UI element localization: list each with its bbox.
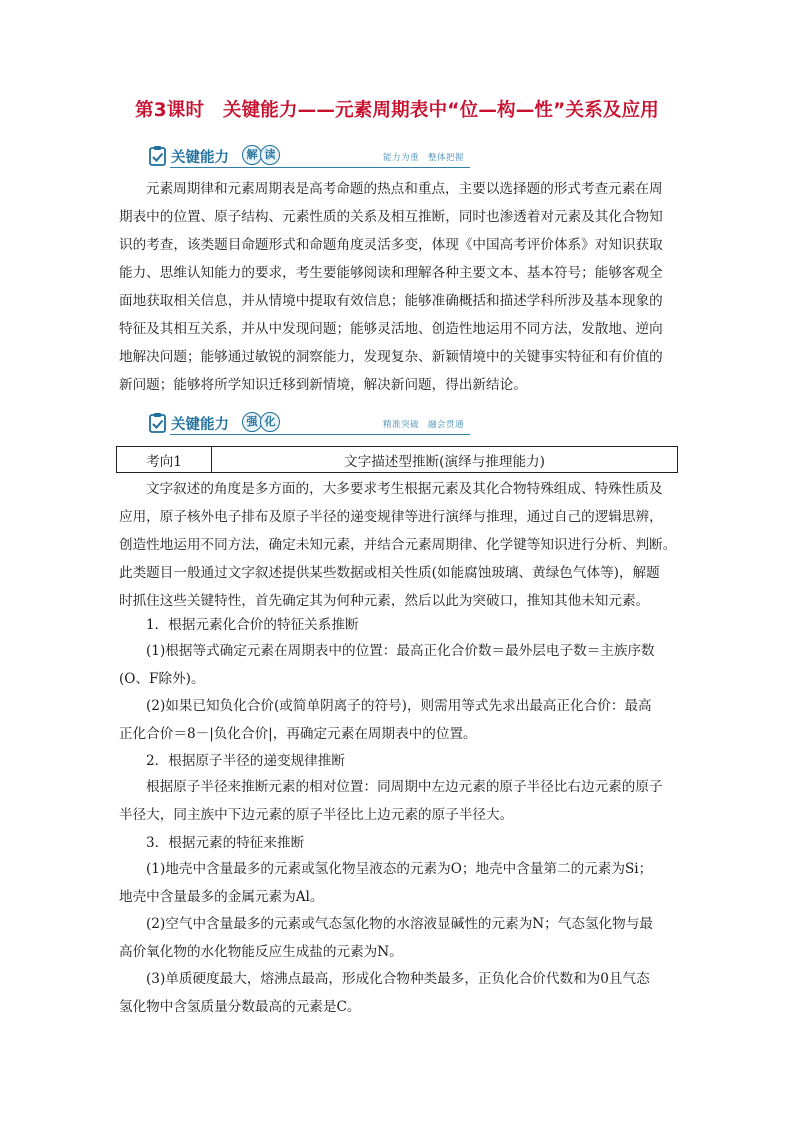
banner-title: 关键能力	[171, 150, 229, 166]
page-title: 第3课时 关键能力——元素周期表中“位—构—性”关系及应用	[135, 100, 659, 121]
section1-point1	[119, 637, 677, 693]
section3-point3	[119, 965, 677, 1021]
badge-char: 解	[242, 145, 262, 165]
text-line: 此类题目一般通过文字叙述提供某些数据或相关性质(如能腐蚀玻璃、黄绿色气体等)，解题	[119, 565, 660, 581]
text-line: 地解决问题；能够通过敏锐的洞察能力，发现复杂、新颖情境中的关键事实特征和有价值的	[119, 349, 663, 365]
banner-subtitle: 能力为重 整体把握	[382, 153, 464, 163]
notepad-check-icon	[148, 412, 168, 434]
text-line: 特征及其相互关系，并从中发现问题；能够灵活地、创造性地运用不同方法，发散地、逆向	[119, 321, 663, 337]
section-heading: 3．根据元素的特征来推断	[146, 835, 305, 851]
text-line: 新问题；能够将所学知识迁移到新情境，解决新问题，得出新结论。	[119, 377, 527, 393]
topic-intro-paragraph	[119, 475, 677, 615]
banner-badge	[242, 412, 278, 432]
text-line: (1)根据等式确定元素在周期表中的位置：最高正化合价数＝最外层电子数＝主族序数	[146, 643, 655, 659]
text-line: 正化合价＝8－|负化合价|，再确定元素在周期表中的位置。	[119, 726, 477, 742]
text-line: 创造性地运用不同方法，确定未知元素，并结合元素周期律、化学键等知识进行分析、判断。	[119, 537, 677, 553]
text-line: 地壳中含量最多的金属元素为Al。	[119, 889, 324, 905]
topic-table	[116, 446, 678, 473]
banner-badge	[242, 145, 278, 165]
banner-rule	[170, 434, 470, 436]
text-line: 元素周期律和元素周期表是高考命题的热点和重点，主要以选择题的形式考查元素在周	[146, 181, 663, 197]
text-line: 氢化物中含氢质量分数最高的元素是C。	[119, 999, 361, 1015]
badge-char: 化	[260, 412, 280, 432]
topic-value-cell: 文字描述型推断(演绎与推理能力)	[212, 447, 678, 473]
text-line: 半径大，同主族中下边元素的原子半径比上边元素的原子半径大。	[119, 807, 514, 823]
text-line: 根据原子半径来推断元素的相对位置：同周期中左边元素的原子半径比右边元素的原子	[146, 779, 663, 795]
text-line: 时抓住这些关键特性，首先确定其为何种元素，然后以此为突破口，推知其他未知元素。	[119, 593, 650, 609]
badge-char: 强	[242, 412, 262, 432]
text-line: 文字叙述的角度是多方面的，大多要求考生根据元素及其化合物特殊组成、特殊性质及	[146, 481, 663, 497]
text-line: 应用，原子核外电子排布及原子半径的递变规律等进行演绎与推理，通过自己的逻辑思辨，	[119, 509, 663, 525]
text-line: 识的考查，该类题目命题形式和命题角度灵活多变，体现《中国高考评价体系》对知识获取	[119, 237, 663, 253]
section1-point2	[119, 692, 677, 748]
text-line: 期表中的位置、原子结构、元素性质的关系及相互推断，同时也渗透着对元素及其化合物知	[119, 209, 663, 225]
text-line: (2)如果已知负化合价(或简单阴离子的符号)，则需用等式先求出最高正化合价：最高	[146, 698, 652, 714]
section3-point1	[119, 855, 677, 911]
section-banner-reinforcement	[146, 411, 470, 437]
section-heading: 2．根据原子半径的递变规律推断	[146, 753, 345, 769]
section-heading: 1．根据元素化合价的特征关系推断	[146, 617, 359, 633]
notepad-check-icon	[148, 145, 168, 167]
banner-title: 关键能力	[171, 417, 229, 433]
text-line: (3)单质硬度最大，熔沸点最高，形成化合物种类最多，正负化合价代数和为0且气态	[146, 971, 650, 987]
section2-paragraph	[119, 773, 677, 829]
topic-key-cell: 考向1	[117, 447, 212, 473]
text-line: (2)空气中含量最多的元素或气态氢化物的水溶液显碱性的元素为N；气态氢化物与最	[146, 916, 653, 932]
banner-subtitle: 精准突破 融会贯通	[382, 420, 464, 430]
text-line: 面地获取相关信息，并从情境中提取有效信息；能够准确概括和描述学科所涉及基本现象的	[119, 293, 663, 309]
section-banner-interpretation	[146, 144, 470, 170]
text-line: 高价氧化物的水化物能反应生成盐的元素为N。	[119, 944, 403, 960]
banner-rule	[170, 167, 470, 169]
section3-point2	[119, 910, 677, 966]
text-line: (O、F除外)。	[119, 671, 205, 687]
text-line: (1)地壳中含量最多的元素或氢化物呈液态的元素为O；地壳中含量第二的元素为Si；	[146, 861, 653, 877]
text-line: 能力、思维认知能力的要求，考生要能够阅读和理解各种主要文本、基本符号；能够客观全	[119, 265, 663, 281]
table-row	[117, 447, 678, 473]
intro-paragraph	[119, 175, 677, 399]
badge-char: 读	[260, 145, 280, 165]
